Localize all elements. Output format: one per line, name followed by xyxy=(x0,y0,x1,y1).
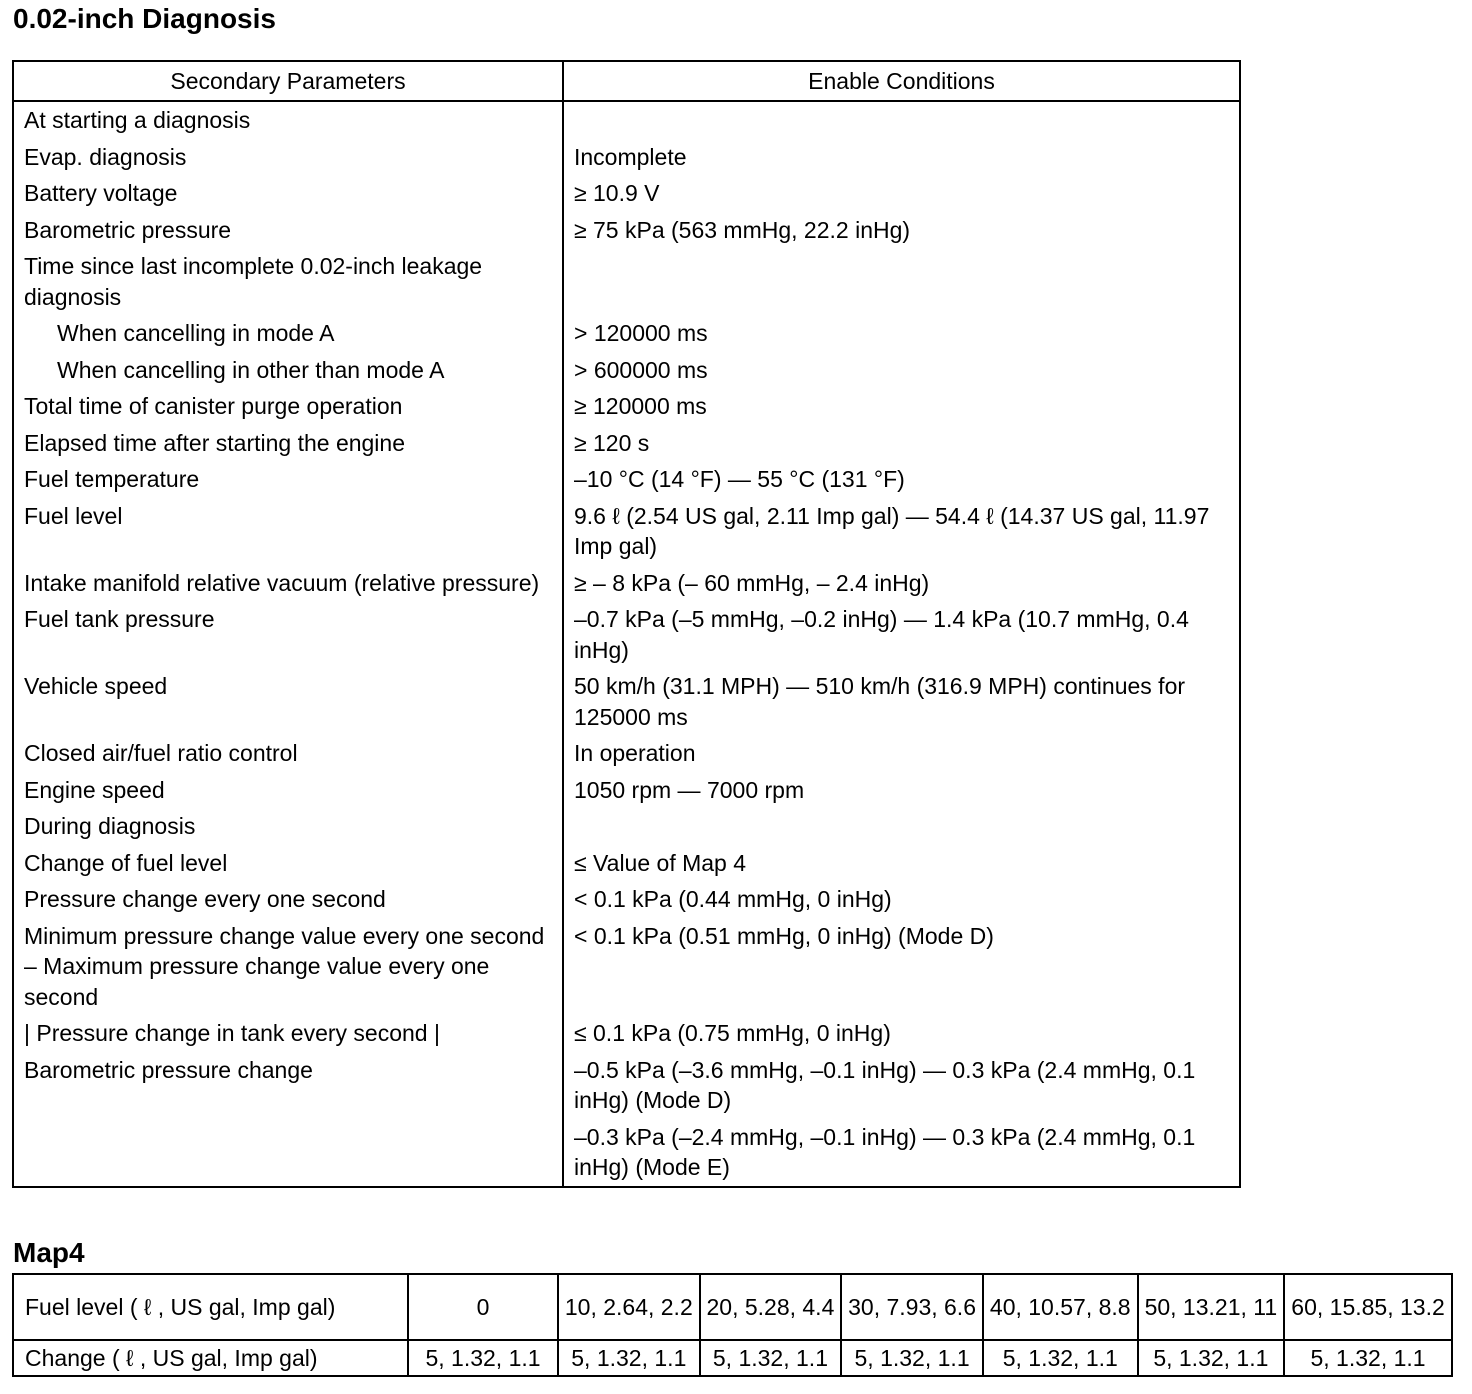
enable-conditions-table xyxy=(12,60,1241,1188)
table-row xyxy=(13,101,1240,139)
parameter-cell: Intake manifold relative vacuum (relative pressure) xyxy=(13,565,563,602)
map-cell: 5, 1.32, 1.1 xyxy=(1284,1340,1452,1376)
condition-cell: –0.7 kPa (–5 mmHg, –0.2 inHg) — 1.4 kPa (10.7 mmHg, 0.4 inHg) xyxy=(563,601,1240,668)
condition-cell: < 0.1 kPa (0.44 mmHg, 0 inHg) xyxy=(563,881,1240,918)
condition-cell: > 600000 ms xyxy=(563,352,1240,389)
map-row-change xyxy=(13,1340,1452,1376)
map-cell: 0 xyxy=(408,1274,558,1340)
condition-cell: ≥ 120000 ms xyxy=(563,388,1240,425)
parameter-cell: Pressure change every one second xyxy=(13,881,563,918)
table-row xyxy=(13,918,1240,1016)
map-cell: 5, 1.32, 1.1 xyxy=(841,1340,983,1376)
table-header-row xyxy=(13,61,1240,101)
map4-table xyxy=(12,1273,1453,1377)
map-cell: 5, 1.32, 1.1 xyxy=(700,1340,842,1376)
condition-cell: ≤ 0.1 kPa (0.75 mmHg, 0 inHg) xyxy=(563,1015,1240,1052)
column-header-enable-conditions: Enable Conditions xyxy=(563,61,1240,101)
parameter-cell: Fuel level xyxy=(13,498,563,565)
condition-cell xyxy=(563,248,1240,315)
page-title: 0.02-inch Diagnosis xyxy=(13,3,276,34)
map-cell: 60, 15.85, 13.2 xyxy=(1284,1274,1452,1340)
table-row xyxy=(13,1052,1240,1119)
table-row xyxy=(13,248,1240,315)
map-cell: 50, 13.21, 11 xyxy=(1138,1274,1284,1340)
condition-cell: ≥ – 8 kPa (– 60 mmHg, – 2.4 inHg) xyxy=(563,565,1240,602)
table-row xyxy=(13,601,1240,668)
parameter-cell: Fuel temperature xyxy=(13,461,563,498)
table-row xyxy=(13,1119,1240,1187)
table-row xyxy=(13,565,1240,602)
parameter-cell: Barometric pressure change xyxy=(13,1052,563,1119)
table-row xyxy=(13,808,1240,845)
parameter-cell: Barometric pressure xyxy=(13,212,563,249)
table-row xyxy=(13,735,1240,772)
table-row xyxy=(13,425,1240,462)
parameter-cell xyxy=(13,1119,563,1187)
map-title: Map4 xyxy=(13,1237,85,1268)
condition-cell: 9.6 ℓ (2.54 US gal, 2.11 Imp gal) — 54.4 ℓ (14.37 US gal, 11.97 Imp gal) xyxy=(563,498,1240,565)
parameter-cell: Minimum pressure change value every one second – Maximum pressure change value every one second xyxy=(13,918,563,1016)
section-heading: During diagnosis xyxy=(13,808,563,845)
condition-cell: ≥ 75 kPa (563 mmHg, 22.2 inHg) xyxy=(563,212,1240,249)
table-row xyxy=(13,139,1240,176)
condition-cell: 50 km/h (31.1 MPH) — 510 km/h (316.9 MPH) continues for 125000 ms xyxy=(563,668,1240,735)
map-cell: 40, 10.57, 8.8 xyxy=(983,1274,1138,1340)
table-row xyxy=(13,668,1240,735)
table-row xyxy=(13,315,1240,352)
table-row xyxy=(13,881,1240,918)
condition-cell: < 0.1 kPa (0.51 mmHg, 0 inHg) (Mode D) xyxy=(563,918,1240,1016)
condition-cell xyxy=(563,808,1240,845)
parameter-cell: Vehicle speed xyxy=(13,668,563,735)
parameter-cell: When cancelling in other than mode A xyxy=(13,352,563,389)
map-row-label: Change ( ℓ , US gal, Imp gal) xyxy=(13,1340,408,1376)
table-row xyxy=(13,388,1240,425)
map-cell: 20, 5.28, 4.4 xyxy=(700,1274,842,1340)
parameter-cell: Total time of canister purge operation xyxy=(13,388,563,425)
condition-cell: ≥ 10.9 V xyxy=(563,175,1240,212)
parameter-cell: Battery voltage xyxy=(13,175,563,212)
parameter-cell: When cancelling in mode A xyxy=(13,315,563,352)
column-header-secondary-parameters: Secondary Parameters xyxy=(13,61,563,101)
map-row-fuel-level xyxy=(13,1274,1452,1340)
table-row xyxy=(13,175,1240,212)
condition-cell: –0.3 kPa (–2.4 mmHg, –0.1 inHg) — 0.3 kPa (2.4 mmHg, 0.1 inHg) (Mode E) xyxy=(563,1119,1240,1187)
parameter-cell: Evap. diagnosis xyxy=(13,139,563,176)
condition-cell: 1050 rpm — 7000 rpm xyxy=(563,772,1240,809)
condition-cell: –10 °C (14 °F) — 55 °C (131 °F) xyxy=(563,461,1240,498)
condition-cell xyxy=(563,101,1240,139)
parameter-cell: Elapsed time after starting the engine xyxy=(13,425,563,462)
condition-cell: In operation xyxy=(563,735,1240,772)
map-cell: 5, 1.32, 1.1 xyxy=(983,1340,1138,1376)
table-row xyxy=(13,498,1240,565)
table-row xyxy=(13,1015,1240,1052)
table-row xyxy=(13,845,1240,882)
condition-cell: ≤ Value of Map 4 xyxy=(563,845,1240,882)
map-cell: 5, 1.32, 1.1 xyxy=(1138,1340,1284,1376)
condition-cell: > 120000 ms xyxy=(563,315,1240,352)
parameter-cell: Fuel tank pressure xyxy=(13,601,563,668)
condition-cell: Incomplete xyxy=(563,139,1240,176)
map-cell: 5, 1.32, 1.1 xyxy=(408,1340,558,1376)
map-row-label: Fuel level ( ℓ , US gal, Imp gal) xyxy=(13,1274,408,1340)
map-cell: 30, 7.93, 6.6 xyxy=(841,1274,983,1340)
table-row xyxy=(13,461,1240,498)
table-row xyxy=(13,212,1240,249)
parameter-cell: Change of fuel level xyxy=(13,845,563,882)
parameter-cell: | Pressure change in tank every second | xyxy=(13,1015,563,1052)
section-heading: At starting a diagnosis xyxy=(13,101,563,139)
condition-cell: –0.5 kPa (–3.6 mmHg, –0.1 inHg) — 0.3 kPa (2.4 mmHg, 0.1 inHg) (Mode D) xyxy=(563,1052,1240,1119)
map-cell: 10, 2.64, 2.2 xyxy=(558,1274,700,1340)
parameter-cell: Time since last incomplete 0.02-inch leakage diagnosis xyxy=(13,248,563,315)
map-cell: 5, 1.32, 1.1 xyxy=(558,1340,700,1376)
condition-cell: ≥ 120 s xyxy=(563,425,1240,462)
table-row xyxy=(13,352,1240,389)
table-row xyxy=(13,772,1240,809)
parameter-cell: Closed air/fuel ratio control xyxy=(13,735,563,772)
parameter-cell: Engine speed xyxy=(13,772,563,809)
